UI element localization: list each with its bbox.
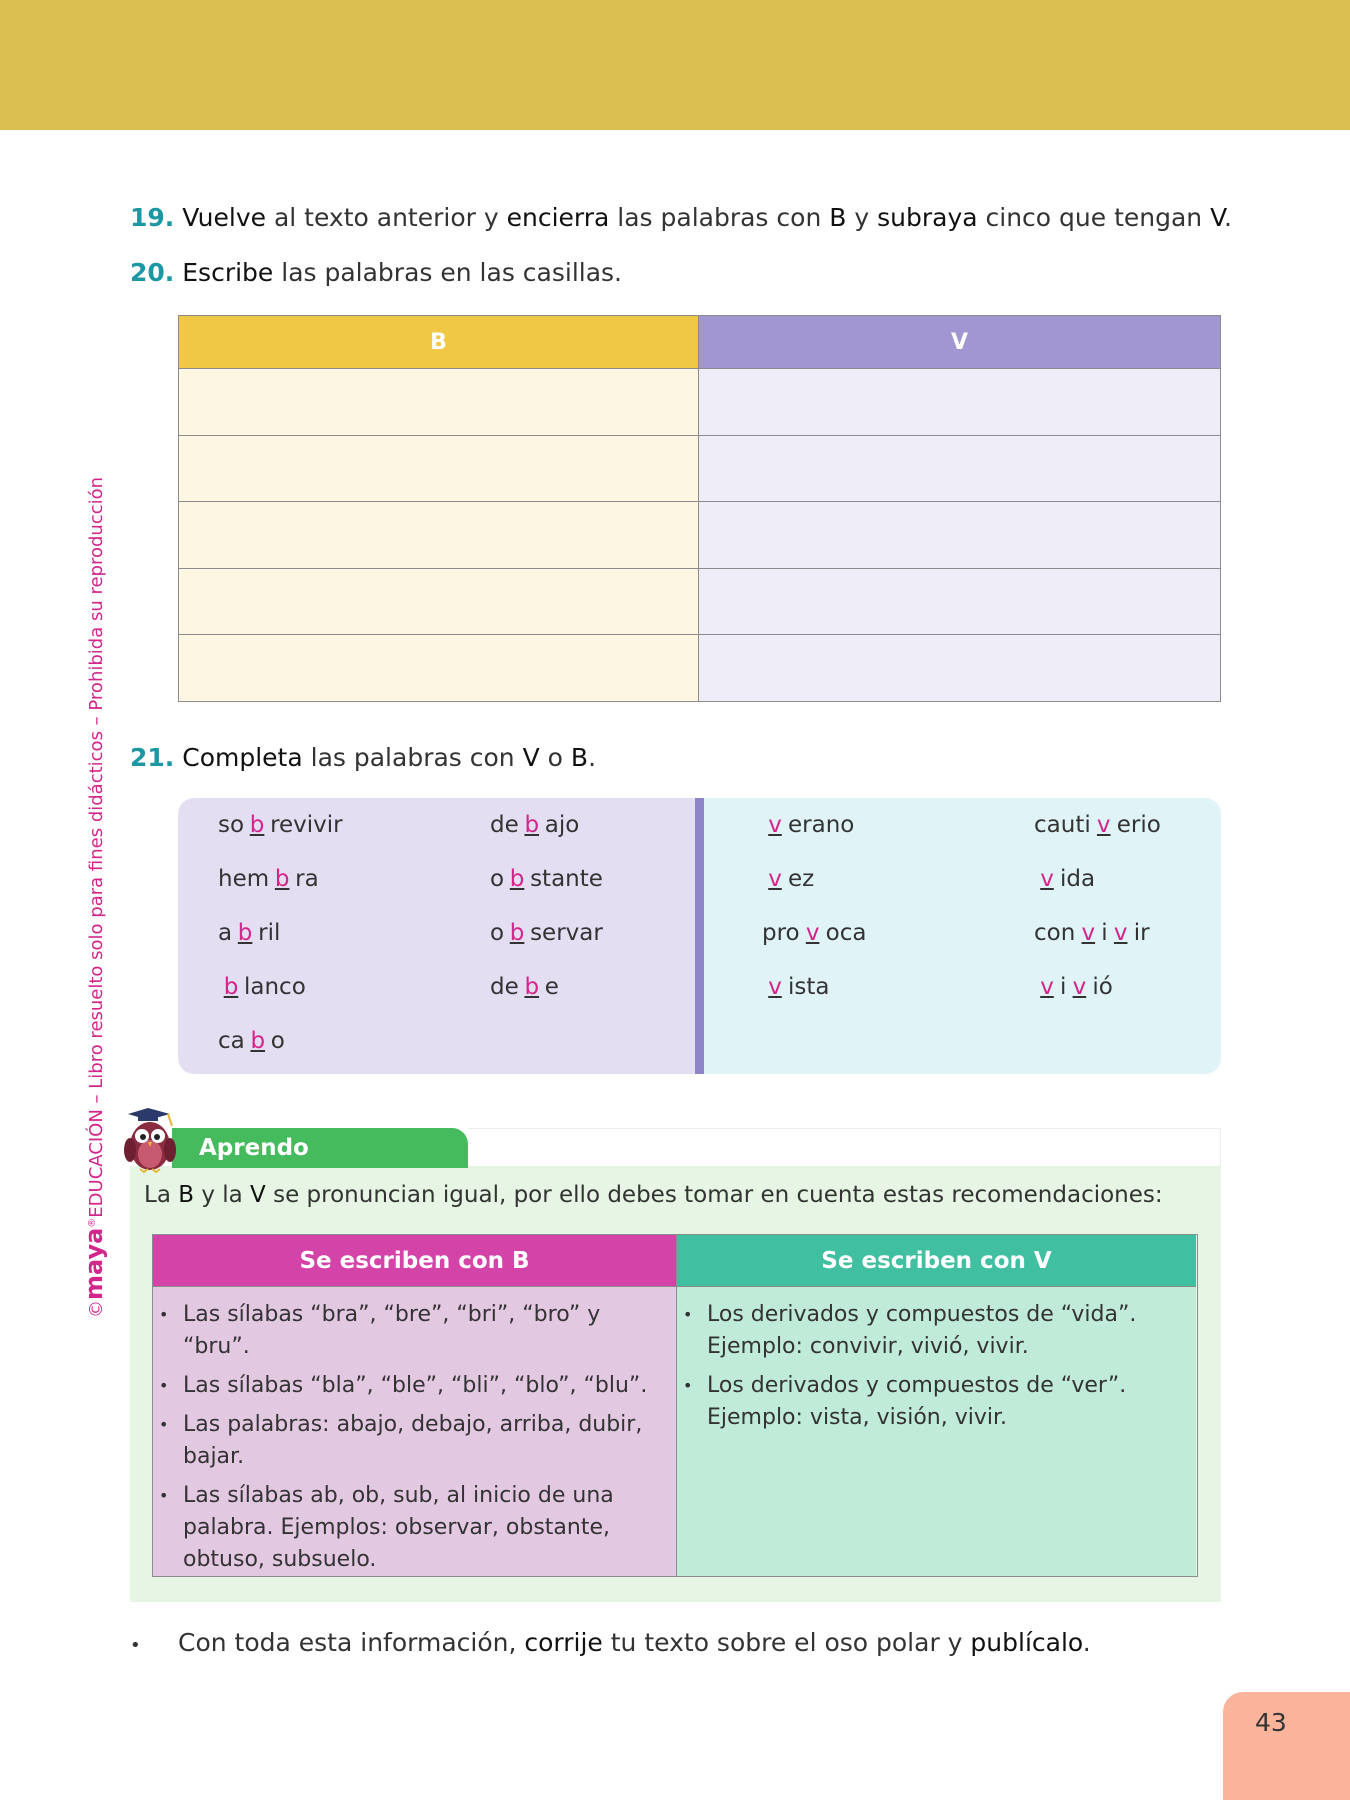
filled-letter[interactable]: v <box>768 866 782 892</box>
answer-cell-v[interactable] <box>699 502 1221 569</box>
filled-letter[interactable]: v <box>768 974 782 1000</box>
filled-letter[interactable]: v <box>805 920 820 946</box>
word-convivir: con v i v ir <box>1034 920 1150 946</box>
rule-item: • Los derivados y compuestos de “ver”. Ejemplo: vista, visión, vivir. <box>707 1370 1174 1434</box>
final-instruction: • Con toda esta información, corrije tu texto sobre el oso polar y publícalo. <box>130 1628 1091 1657</box>
filled-letter[interactable]: b <box>274 866 290 892</box>
column-header-v: V <box>699 316 1221 369</box>
word-provoca: pro v oca <box>762 920 867 946</box>
filled-letter[interactable]: v <box>1113 920 1128 946</box>
word-verano: v erano <box>762 812 854 838</box>
rule-item: • Las sílabas ab, ob, sub, al inicio de una palabra. Ejemplos: observar, obstante, obtuso, subsuelo. <box>183 1480 654 1576</box>
question-number: 21. <box>130 743 175 772</box>
rule-item: • Las sílabas “bra”, “bre”, “bri”, “bro” y “bru”. <box>183 1299 654 1363</box>
answer-cell-v[interactable] <box>699 635 1221 702</box>
word-abril: a b ril <box>218 920 281 946</box>
column-header-b: B <box>179 316 699 369</box>
word-blanco: b lanco <box>218 974 306 1000</box>
copyright-side-text: ©maya®EDUCACIÓN – Libro resuelto solo para fines didácticos – Prohibida su reproducción <box>80 476 108 1318</box>
word-cabo: ca b o <box>218 1028 285 1054</box>
word-obstante: o b stante <box>490 866 603 892</box>
question-number: 19. <box>130 203 175 232</box>
rule-item: • Las sílabas “bla”, “ble”, “bli”, “blo”, “blu”. <box>183 1370 654 1402</box>
aprendo-title: Aprendo <box>172 1128 468 1168</box>
answer-cell-v[interactable] <box>699 369 1221 436</box>
rules-table <box>152 1234 1198 1577</box>
word-vez: v ez <box>762 866 814 892</box>
v-words-panel <box>704 798 1221 1074</box>
question-number: 20. <box>130 258 175 287</box>
filled-letter[interactable]: v <box>1040 974 1054 1000</box>
filled-letter[interactable]: b <box>509 866 525 892</box>
rule-item: • Las palabras: abajo, debajo, arriba, dubir, bajar. <box>183 1409 654 1473</box>
filled-letter[interactable]: v <box>1072 974 1087 1000</box>
b-words-panel <box>178 798 700 1074</box>
word-vida: v ida <box>1034 866 1095 892</box>
word-cautiverio: cauti v erio <box>1034 812 1161 838</box>
question-19: 19. Vuelve al texto anterior y encierra las palabras con B y subraya cinco que tengan V. <box>130 203 1232 232</box>
word-sobrevivir: so b revivir <box>218 812 343 838</box>
filled-letter[interactable]: v <box>1081 920 1096 946</box>
filled-letter[interactable]: b <box>250 1028 266 1054</box>
rules-header-v: Se escriben con V <box>677 1235 1196 1287</box>
rule-item: • Los derivados y compuestos de “vida”. Ejemplo: convivir, vivió, vivir. <box>707 1299 1174 1363</box>
fill-in-words-panel <box>178 798 1221 1074</box>
answer-cell-v[interactable] <box>699 568 1221 635</box>
answer-cell-b[interactable] <box>179 635 699 702</box>
page-number: 43 <box>1223 1692 1350 1800</box>
filled-letter[interactable]: b <box>249 812 265 838</box>
filled-letter[interactable]: b <box>237 920 253 946</box>
answer-cell-v[interactable] <box>699 435 1221 502</box>
filled-letter[interactable]: v <box>768 812 782 838</box>
owl-mascot-icon <box>118 1106 188 1176</box>
rules-column-v <box>677 1235 1196 1576</box>
answer-cell-b[interactable] <box>179 435 699 502</box>
question-21: 21. Completa las palabras con V o B. <box>130 743 597 772</box>
filled-letter[interactable]: b <box>223 974 239 1000</box>
aprendo-intro: La B y la V se pronuncian igual, por ello debes tomar en cuenta estas recomendaciones: <box>144 1182 1163 1208</box>
filled-letter[interactable]: b <box>509 920 525 946</box>
answer-cell-b[interactable] <box>179 502 699 569</box>
panel-divider <box>695 798 704 1074</box>
filled-letter[interactable]: b <box>524 812 540 838</box>
word-vivio: v i v ió <box>1034 974 1113 1000</box>
word-hembra: hem b ra <box>218 866 319 892</box>
question-20: 20. Escribe las palabras en las casillas. <box>130 258 623 287</box>
word-debajo: de b ajo <box>490 812 580 838</box>
words-table <box>178 315 1221 702</box>
answer-cell-b[interactable] <box>179 568 699 635</box>
rules-header-b: Se escriben con B <box>153 1235 676 1287</box>
top-color-band <box>0 0 1350 130</box>
word-vista: v ista <box>762 974 830 1000</box>
rules-column-b <box>153 1235 677 1576</box>
word-observar: o b servar <box>490 920 603 946</box>
aprendo-outline <box>468 1128 1221 1166</box>
filled-letter[interactable]: v <box>1096 812 1111 838</box>
answer-cell-b[interactable] <box>179 369 699 436</box>
word-debe: de b e <box>490 974 559 1000</box>
filled-letter[interactable]: b <box>524 974 540 1000</box>
filled-letter[interactable]: v <box>1040 866 1054 892</box>
